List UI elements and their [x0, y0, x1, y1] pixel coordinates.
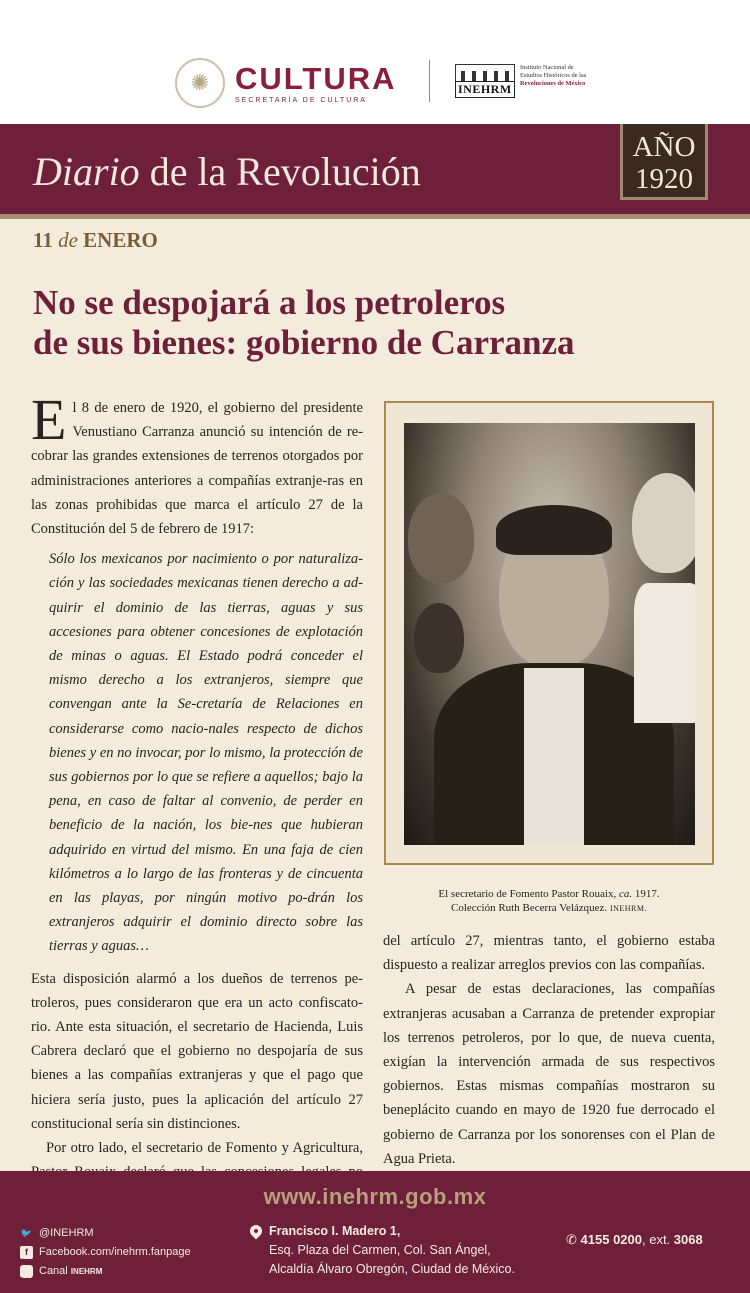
- cultura-subtitle: SECRETARÍA DE CULTURA: [235, 96, 367, 104]
- inehrm-line2: Estudios Históricos de las: [520, 72, 587, 79]
- article-date: 11 de ENERO: [33, 228, 158, 252]
- address-block: [250, 1222, 515, 1279]
- photo-frame: [384, 401, 714, 865]
- facebook-link[interactable]: f Facebook.com/inehrm.fanpage: [20, 1243, 191, 1262]
- location-pin-icon: [248, 1223, 265, 1240]
- inehrm-wordmark: INEHRM: [455, 81, 515, 98]
- photo-caption: [384, 887, 714, 916]
- logo-divider: [429, 60, 430, 102]
- address-line3: Alcaldía Álvaro Obregón, Ciudad de México.: [269, 1262, 515, 1276]
- inehrm-line1: Instituto Nacional de: [520, 64, 574, 71]
- mexico-seal-icon: ✺: [175, 58, 225, 108]
- twitter-icon: 🐦: [20, 1228, 33, 1238]
- address-line1: Francisco I. Madero 1,: [269, 1224, 401, 1238]
- youtube-icon: You Tube: [19, 1258, 34, 1284]
- article-right-column: [383, 929, 715, 1171]
- headline: [33, 283, 723, 363]
- gold-rule: [0, 214, 750, 219]
- year-value: 1920: [635, 163, 693, 195]
- cultura-logo[interactable]: [175, 58, 397, 108]
- paragraph-2: Esta disposición alarmó a los dueños de terrenos pe-troleros, pues consideraron que era un acto confiscato-rio. Ante esta situación, el secretario de Hacienda, Luis Cabrera declaró que el gobierno no despojaría de sus bienes a las compañías extranjeras y que el pago que hiciera sería justo, pues la aplicación del artículo 27 constitucional sería sin distinciones.: [31, 970, 363, 1132]
- facebook-icon: f: [20, 1246, 33, 1259]
- twitter-link[interactable]: 🐦 @INEHRM: [20, 1227, 94, 1239]
- year-badge: [620, 124, 708, 200]
- phone-icon: ✆: [566, 1232, 577, 1247]
- year-label: AÑO: [632, 131, 696, 163]
- caption-line1: El secretario de Fomento Pastor Rouaix, ca. 1917.: [438, 888, 660, 900]
- drop-cap: E: [31, 387, 67, 452]
- building-icon: [455, 64, 515, 81]
- paragraph-3: Por otro lado, el secretario de Fomento y Agricultura,: [46, 1140, 363, 1157]
- top-header: [0, 0, 750, 124]
- series-title: Diario de la Revolución: [33, 149, 421, 194]
- phone-contact[interactable]: ✆ 4155 0200, ext. 3068: [566, 1232, 703, 1247]
- inehrm-line3: Revoluciones de México: [520, 80, 586, 87]
- cultura-wordmark: CULTURA: [235, 60, 397, 96]
- headline-line1: No se despojará a los petroleros: [33, 283, 506, 322]
- social-links: [19, 1224, 191, 1284]
- paragraph-3-continued: del artículo 27, mientras tanto, el gobierno estaba dispuesto a realizar arreglos previos con las compañías.: [383, 933, 715, 974]
- youtube-link[interactable]: You Tube Canal INEHRM: [19, 1258, 103, 1284]
- constitution-quote: Sólo los mexicanos por nacimiento o por naturaliza-ción y las sociedades mexicanas tienen derecho a ad-quirir el dominio de las tierras, aguas y sus accesiones para obtener concesiones de explotación de minas o aguas. El Estado podrá conceder el mismo derecho a los extranjeros, siempre que convengan ante la Se-cretaría de Relaciones en considerarse como nacio-nales respecto de dichos bienes y en no invocar, por lo mismo, la protección de sus gobiernos por lo que se refiere a aquellos; bajo la pena, en caso de faltar al convenio, de perder en beneficio de la nación, los bie-nes que hubieran adquirido en virtud del mismo. En una faja de cien kilómetros a lo largo de las fronteras y de cincuenta en las playas, por ningún motivo po-drán los extranjeros adquirir el dominio directo sobre las tierras y aguas…: [49, 551, 363, 955]
- intro-paragraph: El 8 de enero de 1920, el gobierno del presidente Venustiano Carranza anunció su intención de re-cobrar las grandes extensiones de terrenos otorgados por administraciones anteriores a compañías extranje-ras en las zonas prohibidas que marca el artículo 27 de la Constitución del 5 de febrero de 1917:: [31, 387, 363, 538]
- paragraph-4: A pesar de estas declaraciones, las compañías extranjeras acusaban a Carranza de pretender expropiar los terrenos petroleros, por lo que, de nueva cuenta, exigían la intervención armada de sus respectivos gobiernos. Estas mismas compañías mostraron su beneplácito cuando en mayo de 1920 fue derrocado el gobierno de Carranza por los sonorenses con el Plan de Agua Prieta.: [383, 981, 715, 1167]
- caption-line2: Colección Ruth Becerra Velázquez. INEHRM.: [451, 902, 647, 914]
- inehrm-logo[interactable]: [455, 64, 586, 98]
- portrait-photo[interactable]: [404, 423, 695, 845]
- footer: [0, 1171, 750, 1293]
- headline-line2: de sus bienes: gobierno de Carranza: [33, 323, 575, 362]
- website-link[interactable]: www.inehrm.gob.mx: [263, 1184, 487, 1209]
- article-left-column: [31, 387, 363, 1233]
- address-line2: Esq. Plaza del Carmen, Col. San Ángel,: [269, 1243, 491, 1257]
